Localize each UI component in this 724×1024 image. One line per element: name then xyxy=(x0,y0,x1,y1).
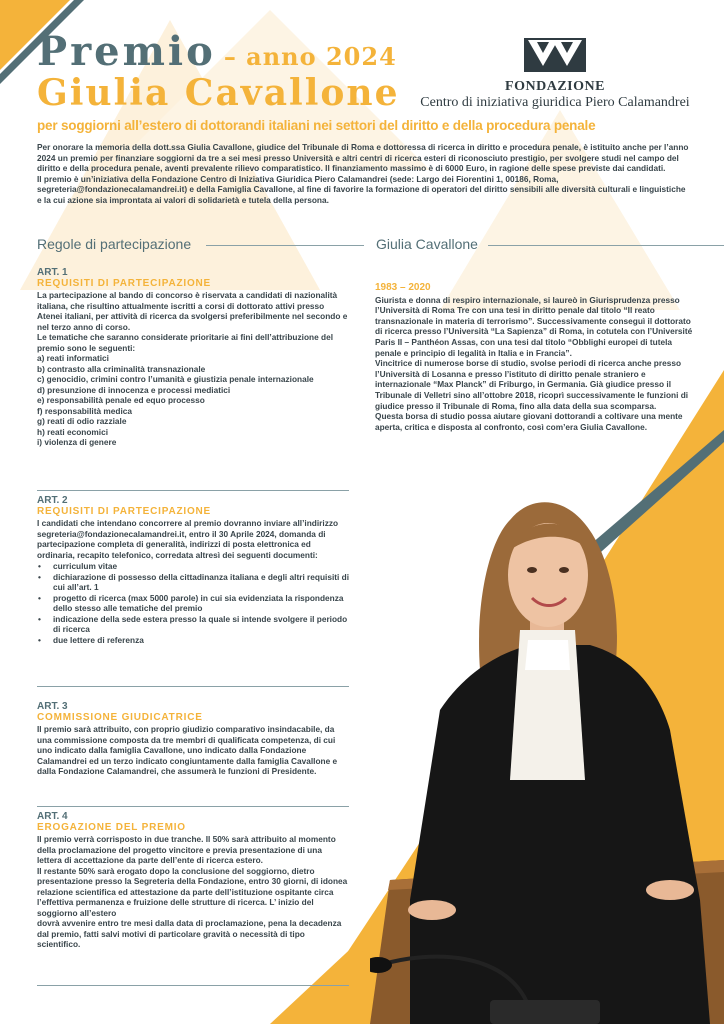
article-title: EROGAZIONE DEL PREMIO xyxy=(37,821,186,833)
article-paragraph: I candidati che intendano concorrere al premio dovranno inviare all’indirizzo segreteria@fondazionecalamandrei.it, entro il 30 Aprile 2024, domanda di partecipazione completa di generalità, indirizzi di posta elettronica ed ordinaria, recapito telefonico, corredata altresì dei seguenti documenti: xyxy=(37,518,339,560)
logo-name: FONDAZIONE xyxy=(505,79,605,94)
article-divider xyxy=(37,686,349,687)
bio-paragraph: Questa borsa di studio possa aiutare giovani dottorandi a coltivare una mente aperta, critica e disposta al confronto, così com’era Giulia Cavallone. xyxy=(375,411,683,432)
biography xyxy=(375,283,693,432)
list-item: e) responsabilità penale ed equo processo xyxy=(37,395,205,405)
article-number: ART. 4 xyxy=(37,811,68,822)
logo-subname: Centro di iniziativa giuridica Piero Calamandrei xyxy=(420,95,690,110)
portrait-photo xyxy=(370,480,724,1024)
poster-subtitle: per soggiorni all’estero di dottorandi italiani nei settori del diritto e della procedura penale xyxy=(37,118,596,133)
list-item: f) responsabilità medica xyxy=(37,405,132,416)
title-name: Giulia Cavallone xyxy=(37,72,400,114)
intro-text xyxy=(37,142,692,206)
bio-paragraph: Giurista e donna di respiro internazionale, si laureò in Giurisprudenza presso l’Università di Roma Tre con una tesi in diritto penale dal titolo “Il reato transnazionale in materia di terrorismo”. Successivamente conseguì il dottorato di ricerca presso l’Università “La Sapienza” di Roma, in cotutela con l’Université Paris II – Panthéon Assas, con una tesi dal titolo “Obblighi europei di tutela penale e principio di legalità in Italia e in Francia”. xyxy=(375,294,693,358)
article-number: ART. 1 xyxy=(37,267,68,278)
article-divider xyxy=(37,985,349,986)
title-premio: Premio xyxy=(37,28,216,75)
list-item: • indicazione della sede estera presso la quale si intende svolgere il periodo di ricerca xyxy=(37,614,349,635)
topic-list xyxy=(37,353,349,448)
article-paragraph: La partecipazione al bando di concorso è riservata a candidati di nazionalità italiana, che risultino attualmente iscritti a corsi di dottorato attivi presso Atenei italiani, per attività di ricerca da svolgersi preferibilmente nel secondo e nel terzo anno di corso. xyxy=(37,290,348,332)
list-item: • dichiarazione di possesso della cittadinanza italiana e degli altri requisiti di cui all’art. 1 xyxy=(37,572,349,593)
article-number: ART. 3 xyxy=(37,701,68,712)
article-2 xyxy=(37,496,349,645)
article-paragraph: Il premio sarà attribuito, con proprio giudizio comparativo insindacabile, da una commissione composta da tre membri di qualificata competenza, di cui uno indicato dalla famiglia Cavallone, uno indicato dalla Fondazione Calamandrei ed un terzo indicato congiuntamente dalla famiglia Cavallone e dalla Fondazione Calamandrei, che assumerà le funzioni di Presidente. xyxy=(37,724,338,776)
title-year: – anno 2024 xyxy=(223,42,397,71)
intro-paragraph: Per onorare la memoria della dott.ssa Giulia Cavallone, giudice del Tribunale di Roma e dottoressa di ricerca in diritto e procedura penale, è istituito anche per l’anno 2024 un premio per finanziare soggiorni da tre a sei mesi presso Università e altri centri di ricerca esteri di riconosciuto prestigio, per svolgere studi nel campo del diritto e della procedura penale, aventi prevalente rilievo comparatistico. Il finanziamento massimo è di 6000 Euro, in ragione delle spese previste dai candidati. xyxy=(37,142,689,174)
rules-heading: Regole di partecipazione xyxy=(37,236,192,252)
list-item: h) reati economici xyxy=(37,426,109,437)
list-item: • curriculum vitae xyxy=(37,561,349,572)
article-divider xyxy=(37,490,349,491)
article-paragraph: Le tematiche che saranno considerate prioritarie ai fini dell’attribuzione del premio sono le seguenti: xyxy=(37,332,333,353)
list-item: d) presunzione di innocenza e processi mediatici xyxy=(37,384,231,395)
article-paragraph: Il premio verrà corrisposto in due tranche. Il 50% sarà attribuito al momento della proclamazione del progetto vincitore e previa presentazione di una lettera di accettazione da parte dell’ente di ricerca estero. xyxy=(37,834,336,865)
foundation-logo xyxy=(420,38,690,111)
intro-paragraph: Il premio è un’iniziativa della Fondazione Centro di Iniziativa Giuridica Piero Calamandrei (sede: Largo dei Fiorentini 1, 00186, Roma, segreteria@fondazionecalamandrei.it) e della Famiglia Cavallone, al fine di favorire la formazione di operatori del diritto sensibili alle diversità culturali e linguistiche e la cui azione sia improntata ai valori di solidarietà e tutela della persona. xyxy=(37,173,686,205)
list-item: c) genocidio, crimini contro l’umanità e giustizia penale internazionale xyxy=(37,374,314,384)
article-divider xyxy=(37,806,349,807)
list-item: i) violenza di genere xyxy=(37,437,117,447)
article-4 xyxy=(37,812,349,950)
bio-paragraph: Vincitrice di numerose borse di studio, svolse periodi di ricerca anche presso l’Università di Losanna e presso l’istituto di diritto penale straniero e internazionale “Max Planck” di Friburgo, in Germania. Già giudice presso il Tribunale di Velletri sino all’ottobre 2018, ricoprì successivamente le funzioni di giudice presso il Tribunale di Roma, fino alla data della sua scomparsa. xyxy=(375,358,689,411)
bio-heading-rule xyxy=(488,245,724,246)
list-item: g) reati di odio razziale xyxy=(37,416,127,426)
fondazione-triangles-icon xyxy=(524,38,586,72)
list-item: b) contrasto alla criminalità transnazionale xyxy=(37,363,206,374)
rules-heading-rule xyxy=(206,245,364,246)
document-list xyxy=(37,561,349,645)
article-paragraph: dovrà avvenire entro tre mesi dalla data di proclamazione, pena la decadenza dal premio, fatti salvi motivi di particolare gravità o necessità di tipo scientifico. xyxy=(37,918,342,949)
article-3 xyxy=(37,702,349,777)
poster-title xyxy=(37,28,397,75)
article-number: ART. 2 xyxy=(37,495,68,506)
article-paragraph: Il restante 50% sarà erogato dopo la conclusione del soggiorno, dietro presentazione presso la Segreteria della Fondazione, entro 30 giorni, di idonea relazione scientifica ed attestazione da parte dell’istituzione ospitante circa l’effettiva permanenza e fruizione delle strutture di ricerca. L’ inizio del soggiorno all’estero xyxy=(37,865,348,918)
article-title: COMMISSIONE GIUDICATRICE xyxy=(37,711,203,723)
article-1 xyxy=(37,268,349,448)
list-item: • due lettere di referenza xyxy=(37,635,349,646)
list-item: a) reati informatici xyxy=(37,353,109,363)
bio-heading: Giulia Cavallone xyxy=(376,236,478,252)
article-title: REQUISITI DI PARTECIPAZIONE xyxy=(37,277,212,289)
bio-years: 1983 – 2020 xyxy=(375,282,431,293)
list-item: • progetto di ricerca (max 5000 parole) in cui sia evidenziata la rispondenza dello stesso alle tematiche del premio xyxy=(37,593,349,614)
article-title: REQUISITI DI PARTECIPAZIONE xyxy=(37,505,212,517)
